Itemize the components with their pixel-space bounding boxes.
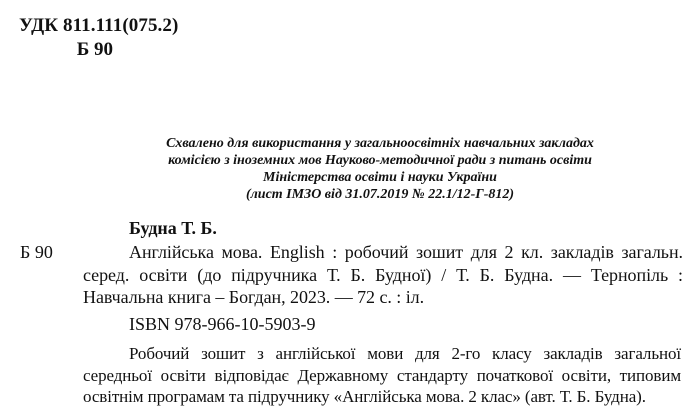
book-annotation: Робочий зошит з англійської мови для 2-го класу закладів загальної середньої освіти відповідає Державному стандарту початкової освіти, типовим освітнім програмам та підручнику «Англійська мова. 2 клас» (авт. Т. Б. Будна). xyxy=(83,344,681,406)
author-heading: Будна Т. Б. xyxy=(129,218,217,238)
isbn-number: ISBN 978-966-10-5903-9 xyxy=(129,314,316,334)
record-code: Б 90 xyxy=(20,242,53,262)
approval-line: комісією з іноземних мов Науково-методичної ради з питань освіти xyxy=(168,153,592,168)
udk-classification: УДК 811.111(075.2) xyxy=(19,15,179,36)
author-sign-code: Б 90 xyxy=(76,39,113,60)
approval-line: (лист ІМЗО від 31.07.2019 № 22.1/12-Г-812) xyxy=(245,187,515,202)
approval-notice xyxy=(120,135,640,203)
bibliographic-description: Англійська мова. English : робочий зошит для 2 кл. закладів загальн. серед. освіти (до підручника Т. Б. Будної) / Т. Б. Будна. — Тернопіль : Навчальна книга – Богдан, 2023. — 72 с. : іл. xyxy=(83,242,683,307)
approval-line: Схвалено для використання у загальноосвітніх навчальних закладах xyxy=(166,136,594,151)
approval-line: Міністерства освіти і науки України xyxy=(263,170,497,185)
